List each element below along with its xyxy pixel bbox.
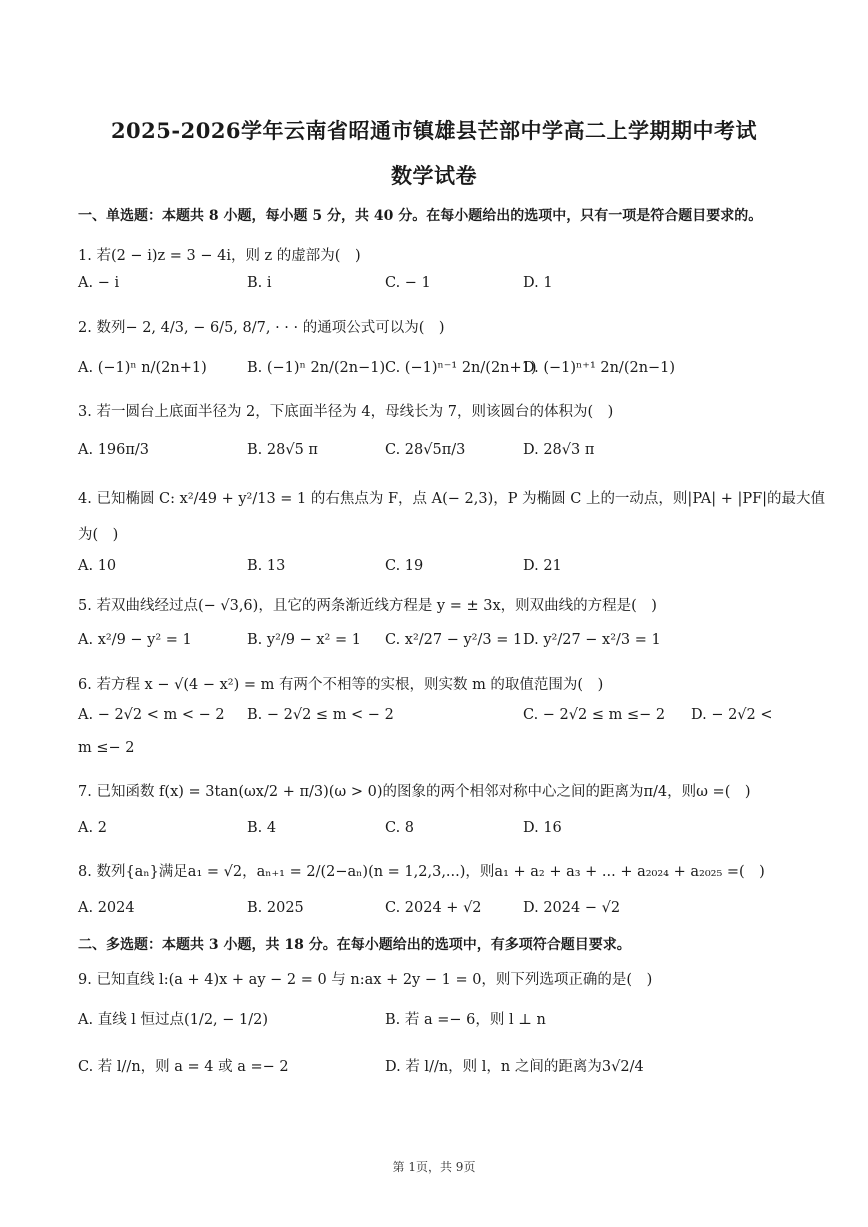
section-heading-single-choice: 一、单选题：本题共 8 小题，每小题 5 分，共 40 分。在每小题给出的选项中，只有一项是符合题目要求的。 (78, 208, 763, 224)
question-7-option-b: B. 4 (247, 820, 277, 836)
question-2-option-b: B. (−1)ⁿ 2n/(2n−1) (247, 360, 386, 376)
question-1-option-b: B. i (247, 275, 272, 291)
question-1-option-c: C. − 1 (385, 275, 431, 291)
question-8-stem: 8. 数列{aₙ}满足a₁ = √2，aₙ₊₁ = 2/(2−aₙ)(n = 1,2,3,...)，则a₁ + a₂ + a₃ + ... + a₂₀₂₄ + a₂₀₂₅ =( ) (78, 864, 765, 880)
question-2-option-c: C. (−1)ⁿ⁻¹ 2n/(2n+1) (385, 360, 537, 376)
question-7-option-a: A. 2 (78, 820, 107, 836)
question-4-option-c: C. 19 (385, 558, 424, 574)
question-6-option-d-continued: m ≤− 2 (78, 740, 135, 756)
question-5-option-a: A. x²/9 − y² = 1 (78, 632, 192, 648)
exam-subtitle: 数学试卷 (391, 163, 477, 188)
question-6-option-d: D. − 2√2 < (691, 707, 773, 723)
question-9-option-c: C. 若 l//n，则 a = 4 或 a =− 2 (78, 1059, 289, 1075)
question-8-option-c: C. 2024 + √2 (385, 900, 482, 916)
question-9-option-b: B. 若 a =− 6，则 l ⊥ n (385, 1012, 546, 1028)
question-3-option-c: C. 28√5π/3 (385, 442, 466, 458)
question-6-option-c: C. − 2√2 ≤ m ≤− 2 (523, 707, 666, 723)
question-5-stem: 5. 若双曲线经过点(− √3,6)，且它的两条渐近线方程是 y = ± 3x，则双曲线的方程是( ) (78, 598, 657, 614)
question-5-option-d: D. y²/27 − x²/3 = 1 (523, 632, 661, 648)
section-heading-multi-choice: 二、多选题：本题共 3 小题，共 18 分。在每小题给出的选项中，有多项符合题目要求。 (78, 937, 631, 953)
question-5-option-c: C. x²/27 − y²/3 = 1 (385, 632, 523, 648)
question-8-option-d: D. 2024 − √2 (523, 900, 621, 916)
question-8-option-b: B. 2025 (247, 900, 304, 916)
question-9-option-a: A. 直线 l 恒过点(1/2, − 1/2) (78, 1012, 269, 1028)
question-2-option-a: A. (−1)ⁿ n/(2n+1) (78, 360, 207, 376)
question-6-option-a: A. − 2√2 < m < − 2 (78, 707, 225, 723)
question-1-option-d: D. 1 (523, 275, 553, 291)
question-2-option-d: D. (−1)ⁿ⁺¹ 2n/(2n−1) (523, 360, 676, 376)
question-2-stem: 2. 数列− 2, 4/3, − 6/5, 8/7, · · · 的通项公式可以为( ) (78, 320, 445, 336)
question-1-option-a: A. − i (78, 275, 120, 291)
question-9-option-d: D. 若 l//n，则 l，n 之间的距离为3√2/4 (385, 1059, 644, 1075)
question-6-option-b: B. − 2√2 ≤ m < − 2 (247, 707, 394, 723)
question-3-option-b: B. 28√5 π (247, 442, 318, 458)
page-footer: 第 1页，共 9页 (392, 1160, 476, 1174)
question-7-option-d: D. 16 (523, 820, 562, 836)
question-5-option-b: B. y²/9 − x² = 1 (247, 632, 361, 648)
question-1-stem: 1. 若(2 − i)z = 3 − 4i，则 z 的虚部为( ) (78, 248, 361, 264)
exam-title: 2025-2026学年云南省昭通市镇雄县芒部中学高二上学期期中考试 (110, 118, 758, 143)
question-7-option-c: C. 8 (385, 820, 415, 836)
question-4-option-d: D. 21 (523, 558, 562, 574)
question-4-stem: 4. 已知椭圆 C: x²/49 + y²/13 = 1 的右焦点为 F，点 A(− 2,3)，P 为椭圆 C 上的一动点，则|PA| + |PF|的最大值 (78, 491, 826, 507)
question-4-option-a: A. 10 (78, 558, 117, 574)
question-3-option-a: A. 196π/3 (78, 442, 150, 458)
question-7-stem: 7. 已知函数 f(x) = 3tan(ωx/2 + π/3)(ω > 0)的图象的两个相邻对称中心之间的距离为π/4，则ω =( ) (78, 784, 751, 800)
question-8-option-a: A. 2024 (78, 900, 135, 916)
question-6-stem: 6. 若方程 x − √(4 − x²) = m 有两个不相等的实根，则实数 m 的取值范围为( ) (78, 677, 604, 693)
question-4-stem-continued: 为( ) (78, 527, 119, 543)
question-9-stem: 9. 已知直线 l:(a + 4)x + ay − 2 = 0 与 n:ax + 2y − 1 = 0，则下列选项正确的是( ) (78, 972, 653, 988)
question-3-option-d: D. 28√3 π (523, 442, 595, 458)
question-4-option-b: B. 13 (247, 558, 286, 574)
question-3-stem: 3. 若一圆台上底面半径为 2，下底面半径为 4，母线长为 7，则该圆台的体积为( ) (78, 404, 614, 420)
